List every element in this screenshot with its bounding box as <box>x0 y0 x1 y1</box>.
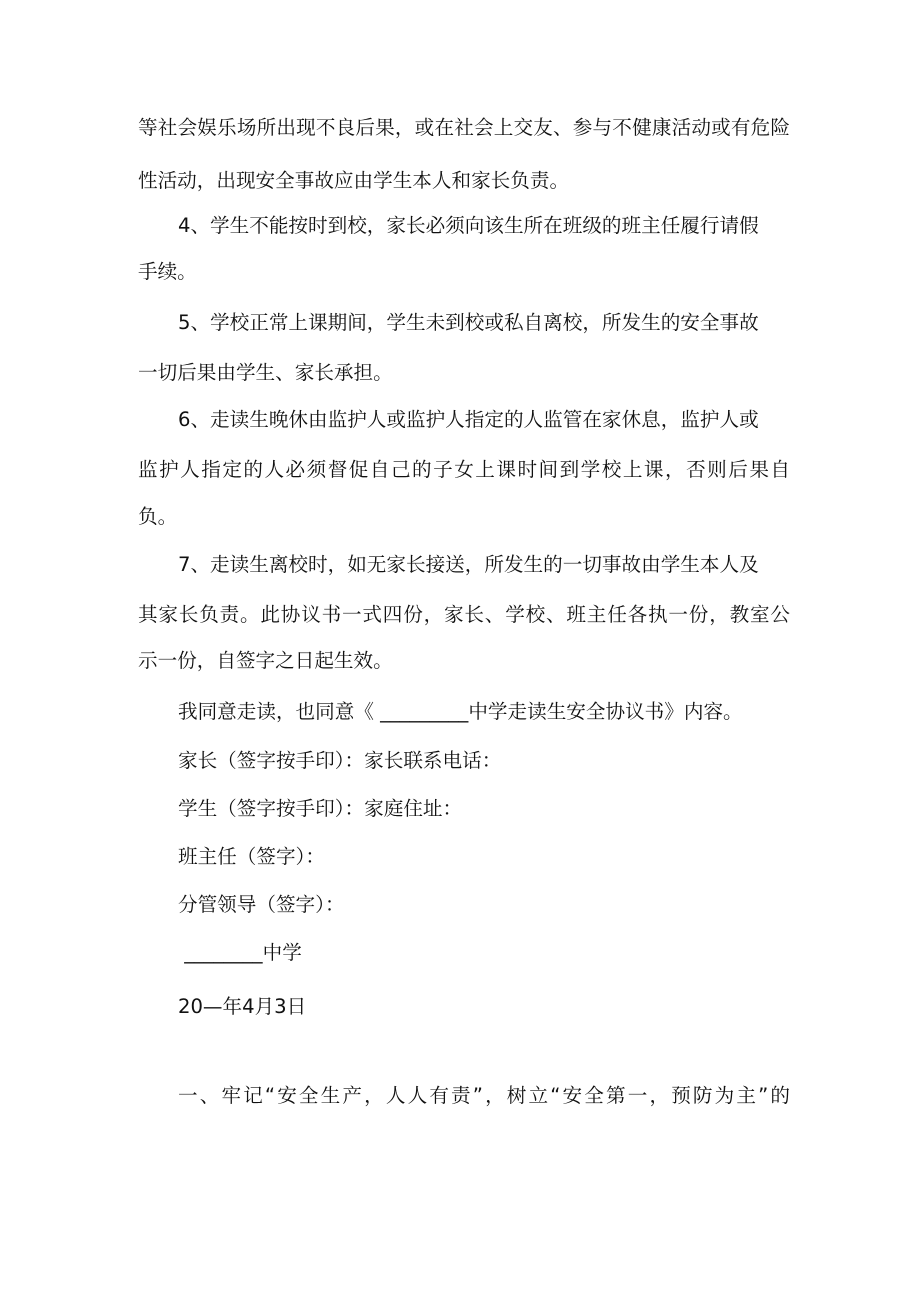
clause-7-line: 7、走读生离校时，如无家长接送，所发生的一切事故由学生本人及 <box>178 553 759 576</box>
paragraph-line: 其家长负责。此协议书一式四份，家长、学校、班主任各执一份，教室公 <box>138 603 790 626</box>
school-name-blank: ________中学 <box>178 941 302 964</box>
clause-5-line: 5、学校正常上课期间，学生未到校或私自离校，所发生的安全事故 <box>178 311 759 334</box>
paragraph-line: 手续。 <box>138 260 197 283</box>
date-line: 20—年4月3日 <box>178 995 307 1018</box>
parent-signature-label: 家长（签字按手印）：家长联系电话： <box>178 749 502 772</box>
paragraph-line: 等社会娱乐场所出现不良后果，或在社会上交友、参与不健康活动或有危险 <box>138 116 790 139</box>
leader-signature-label: 分管领导（签字）： <box>178 893 345 916</box>
paragraph-line: 监护人指定的人必须督促自己的子女上课时间到学校上课，否则后果自 <box>138 458 790 481</box>
paragraph-line: 负。 <box>138 505 178 528</box>
section-heading-line: 一、牢记“安全生产，人人有责”，树立“安全第一，预防为主”的 <box>178 1084 790 1107</box>
clause-4-line: 4、学生不能按时到校，家长必须向该生所在班级的班主任履行请假 <box>178 214 759 237</box>
teacher-signature-label: 班主任（签字）： <box>178 845 325 868</box>
clause-6-line: 6、走读生晚休由监护人或监护人指定的人监管在家休息，监护人或 <box>178 408 759 431</box>
paragraph-line: 一切后果由学生、家长承担。 <box>138 361 393 384</box>
paragraph-line: 性活动，出现安全事故应由学生本人和家长负责。 <box>138 169 570 192</box>
consent-statement: 我同意走读，也同意《 _________中学走读生安全协议书》内容。 <box>178 700 743 723</box>
student-signature-label: 学生（签字按手印）：家庭住址： <box>178 797 463 820</box>
paragraph-line: 示一份，自签字之日起生效。 <box>138 649 393 672</box>
